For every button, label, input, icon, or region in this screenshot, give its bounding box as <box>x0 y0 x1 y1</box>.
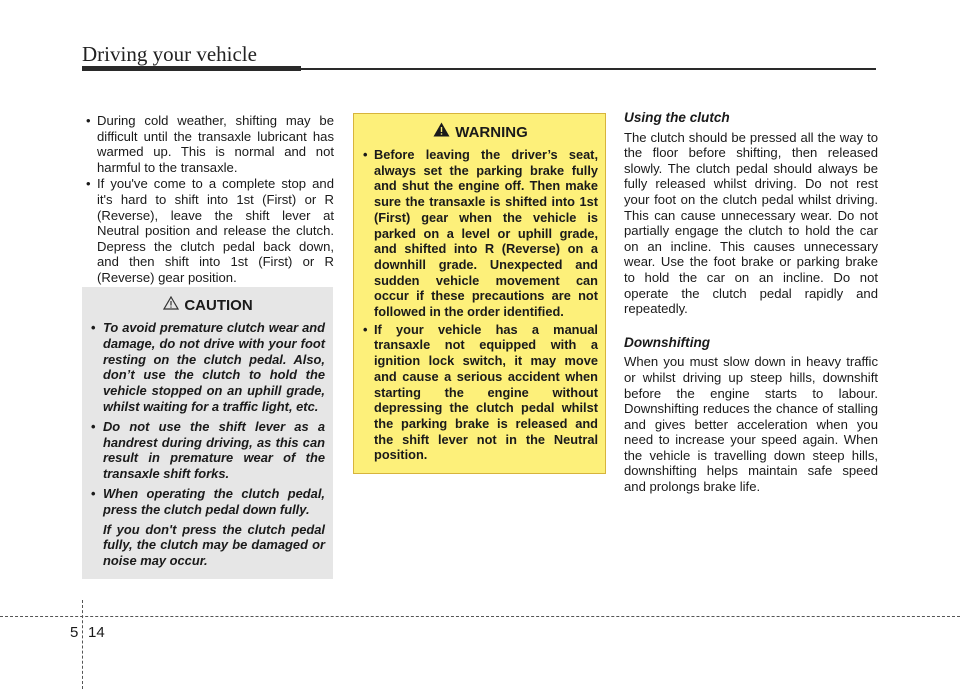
caution-list <box>91 320 325 569</box>
caution-title: CAUTION <box>184 297 253 314</box>
page-number: 14 <box>88 624 105 641</box>
warning-item: • Before leaving the driver’s seat, always set the parking brake fully and shut the engine off. Then make sure the transaxle is shifted into 1st (First) gear when the vehicle is parked on a level or uphill grade, and shifted into R (Reverse) on a downhill grade. Unexpected and sudden vehicle movement can occur if these precautions are not followed in the order identified. <box>363 147 598 320</box>
right-column <box>624 110 878 513</box>
page-header-title: Driving your vehicle <box>82 42 257 66</box>
warning-list <box>363 147 598 463</box>
caution-triangle-icon <box>163 296 179 315</box>
section-heading: Downshifting <box>624 334 711 350</box>
caution-header <box>91 296 325 315</box>
caution-box <box>82 287 333 579</box>
section-body: When you must slow down in heavy traffic or whilst driving up steep hills, downshift before the engine starts to labour. Downshifting reduces the chance of stalling and gives better acceleration when you need to increase your speed again. When the vehicle is travelling down steep hills, downshifting helps maintain safe speed and prolongs brake life. <box>624 354 878 495</box>
warning-item: • If your vehicle has a manual transaxle not equipped with a ignition lock switch, it may move and cause a serious accident when starting the engine without depressing the clutch pedal whilst the parking brake is released and the shift lever not in the Neutral position. <box>363 322 598 463</box>
left-bullet-item: • If you've come to a complete stop and it's hard to shift into 1st (First) or R (Reverse), leave the shift lever at Neutral position and release the clutch. Depress the clutch pedal back down, and then shift into 1st (First) or R (Reverse) gear position. <box>86 176 334 285</box>
warning-box <box>353 113 606 474</box>
section-heading: Using the clutch <box>624 110 730 125</box>
chapter-number: 5 <box>70 624 79 641</box>
warning-title: WARNING <box>455 123 528 141</box>
left-bullet-list <box>86 113 334 286</box>
caution-item <box>91 486 325 569</box>
caution-item: • Do not use the shift lever as a handrest during driving, as this can result in premature wear of the transaxle shift forks. <box>91 419 325 482</box>
left-bullet-item: • During cold weather, shifting may be difficult until the transaxle lubricant has warmed up. This is normal and not harmful to the transaxle. <box>86 113 334 175</box>
caution-item-text: When operating the clutch pedal, press the clutch pedal down fully. <box>103 485 325 517</box>
left-column <box>86 113 334 287</box>
section-body: The clutch should be pressed all the way to the floor before shifting, then released slowly. The clutch pedal should always be fully released whilst driving. Do not rest your foot on the clutch pedal whilst driving. This can cause unnecessary wear. Do not partially engage the clutch to hold the car on an incline. This causes unnecessary wear. Use the foot brake or parking brake to hold the car on an incline. Do not operate the clutch pedal rapidly and repeatedly. <box>624 129 878 317</box>
header-rule-thin <box>301 68 876 70</box>
header-rule-thick <box>82 66 301 71</box>
footer-divider <box>0 616 960 617</box>
caution-sub-text: If you don't press the clutch pedal fully, the clutch may be damaged or noise may occur. <box>103 521 325 569</box>
warning-header <box>363 122 598 142</box>
warning-triangle-icon <box>433 122 450 142</box>
caution-item: • To avoid premature clutch wear and damage, do not drive with your foot resting on the clutch pedal. Also, don’t use the clutch to hold the vehicle stopped on an uphill grade, whilst waiting for a traffic light, etc. <box>91 320 325 415</box>
footer-vertical-divider <box>82 600 83 689</box>
